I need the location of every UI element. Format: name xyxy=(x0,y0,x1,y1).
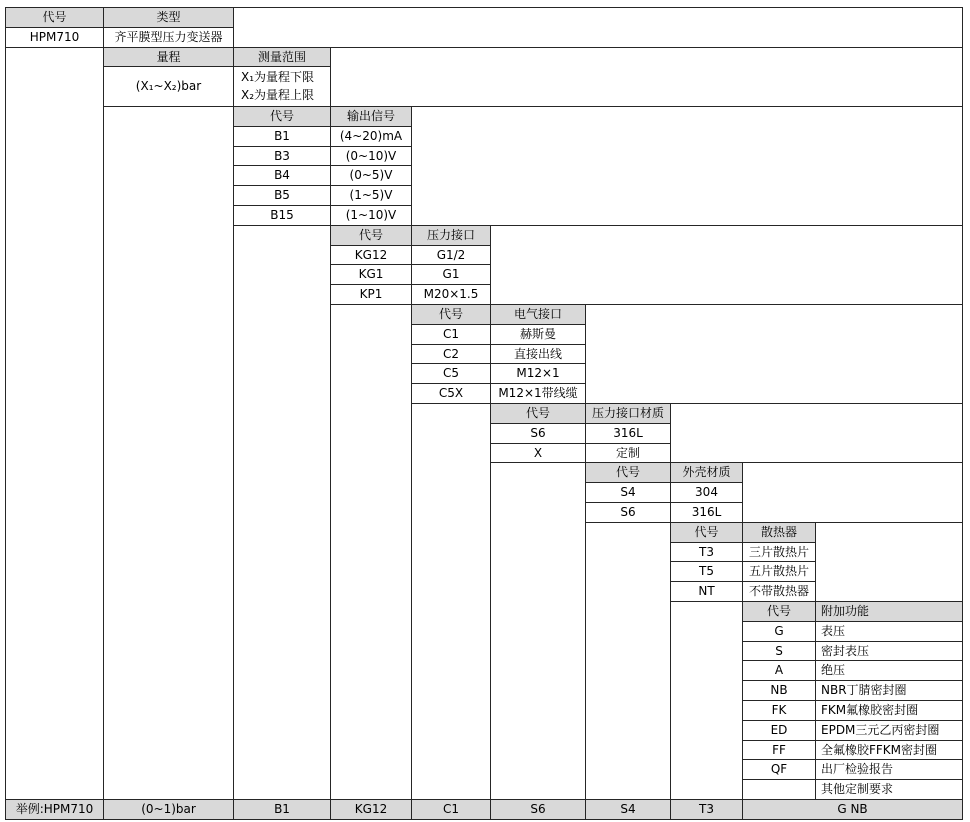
output-signal-row-value: (0~5)V xyxy=(330,165,412,186)
example-radiator: T3 xyxy=(670,799,743,820)
range-measure-header: 测量范围 xyxy=(233,47,331,67)
output-signal-row-code: B15 xyxy=(233,205,331,226)
radiator-row-code: NT xyxy=(670,581,743,602)
additional-row-value: 表压 xyxy=(815,621,963,642)
electrical-port-row-value: 直接出线 xyxy=(490,344,586,364)
empty-cell xyxy=(5,47,104,800)
empty-cell xyxy=(490,225,963,305)
radiator-row-value: 五片散热片 xyxy=(742,561,816,582)
empty-cell xyxy=(815,522,963,602)
output-signal-row-value: (1~5)V xyxy=(330,185,412,206)
output-signal-row-code: B1 xyxy=(233,126,331,147)
additional-row-code xyxy=(742,779,816,800)
housing-material-title: 外壳材质 xyxy=(670,462,743,483)
pressure-port-row-code: KP1 xyxy=(330,284,412,305)
housing-material-row-code: S4 xyxy=(585,482,671,503)
additional-row-code: FK xyxy=(742,700,816,721)
additional-row-value: EPDM三元乙丙密封圈 xyxy=(815,720,963,741)
output-signal-row-value: (4~20)mA xyxy=(330,126,412,147)
output-signal-row-code: B5 xyxy=(233,185,331,206)
output-signal-row-value: (1~10)V xyxy=(330,205,412,226)
pressure-port-title: 压力接口 xyxy=(411,225,491,246)
empty-cell xyxy=(411,403,491,800)
radiator-row-code: T3 xyxy=(670,542,743,562)
empty-cell xyxy=(742,462,963,523)
radiator-code-header: 代号 xyxy=(670,522,743,543)
example-label: 举例:HPM710 xyxy=(5,799,104,820)
additional-row-value: 密封表压 xyxy=(815,641,963,661)
empty-cell xyxy=(585,522,671,800)
electrical-port-code-header: 代号 xyxy=(411,304,491,325)
additional-row-code: S xyxy=(742,641,816,661)
electrical-port-row-code: C1 xyxy=(411,324,491,345)
electrical-port-row-value: M12×1 xyxy=(490,363,586,384)
example-range: (0~1)bar xyxy=(103,799,234,820)
additional-row-value: NBR丁腈密封圈 xyxy=(815,680,963,701)
empty-cell xyxy=(233,7,963,48)
additional-title: 附加功能 xyxy=(815,601,963,622)
empty-cell xyxy=(585,304,963,404)
electrical-port-row-code: C5X xyxy=(411,383,491,404)
pressure-port-row-value: G1 xyxy=(411,264,491,285)
example-housing-material: S4 xyxy=(585,799,671,820)
empty-cell xyxy=(103,106,234,800)
range-note-line2: X₂为量程上限 xyxy=(241,87,315,102)
port-material-code-header: 代号 xyxy=(490,403,586,424)
pressure-port-code-header: 代号 xyxy=(330,225,412,246)
radiator-row-value: 三片散热片 xyxy=(742,542,816,562)
pressure-port-row-value: M20×1.5 xyxy=(411,284,491,305)
port-material-title: 压力接口材质 xyxy=(585,403,671,424)
additional-row-value: 其他定制要求 xyxy=(815,779,963,800)
housing-material-code-header: 代号 xyxy=(585,462,671,483)
pressure-port-row-code: KG12 xyxy=(330,245,412,265)
range-value: (X₁~X₂)bar xyxy=(103,66,234,107)
additional-row-code: NB xyxy=(742,680,816,701)
additional-code-header: 代号 xyxy=(742,601,816,622)
empty-cell xyxy=(233,225,331,800)
example-additional: G NB xyxy=(742,799,963,820)
electrical-port-title: 电气接口 xyxy=(490,304,586,325)
electrical-port-row-value: M12×1带线缆 xyxy=(490,383,586,404)
empty-cell xyxy=(670,403,963,463)
electrical-port-row-code: C5 xyxy=(411,363,491,384)
product-code-header: 代号 xyxy=(5,7,104,28)
range-notes xyxy=(233,66,331,107)
range-note-line1: X₁为量程下限 xyxy=(241,70,315,85)
radiator-row-value: 不带散热器 xyxy=(742,581,816,602)
example-electrical-port: C1 xyxy=(411,799,491,820)
additional-row-code: G xyxy=(742,621,816,642)
range-span-header: 量程 xyxy=(103,47,234,67)
port-material-row-code: S6 xyxy=(490,423,586,444)
product-type-value: 齐平膜型压力变送器 xyxy=(103,27,234,48)
product-type-header: 类型 xyxy=(103,7,234,28)
additional-row-value: 绝压 xyxy=(815,660,963,681)
radiator-title: 散热器 xyxy=(742,522,816,543)
output-signal-title: 输出信号 xyxy=(330,106,412,127)
example-pressure-port: KG12 xyxy=(330,799,412,820)
additional-row-code: A xyxy=(742,660,816,681)
pressure-port-row-value: G1/2 xyxy=(411,245,491,265)
empty-cell xyxy=(490,462,586,800)
port-material-row-code: X xyxy=(490,443,586,463)
housing-material-row-code: S6 xyxy=(585,502,671,523)
empty-cell xyxy=(330,304,412,800)
housing-material-row-value: 304 xyxy=(670,482,743,503)
example-output-signal: B1 xyxy=(233,799,331,820)
additional-row-value: 出厂检验报告 xyxy=(815,759,963,780)
electrical-port-row-value: 赫斯曼 xyxy=(490,324,586,345)
electrical-port-row-code: C2 xyxy=(411,344,491,364)
output-signal-row-value: (0~10)V xyxy=(330,146,412,166)
empty-cell xyxy=(330,47,963,107)
output-signal-row-code: B4 xyxy=(233,165,331,186)
radiator-row-code: T5 xyxy=(670,561,743,582)
additional-row-code: ED xyxy=(742,720,816,741)
additional-row-value: 全氟橡胶FFKM密封圈 xyxy=(815,740,963,760)
additional-row-code: FF xyxy=(742,740,816,760)
empty-cell xyxy=(670,601,743,800)
example-port-material: S6 xyxy=(490,799,586,820)
pressure-port-row-code: KG1 xyxy=(330,264,412,285)
empty-cell xyxy=(411,106,963,226)
housing-material-row-value: 316L xyxy=(670,502,743,523)
port-material-row-value: 定制 xyxy=(585,443,671,463)
output-signal-row-code: B3 xyxy=(233,146,331,166)
additional-row-value: FKM氟橡胶密封圈 xyxy=(815,700,963,721)
additional-row-code: QF xyxy=(742,759,816,780)
output-signal-code-header: 代号 xyxy=(233,106,331,127)
product-code-value: HPM710 xyxy=(5,27,104,48)
port-material-row-value: 316L xyxy=(585,423,671,444)
